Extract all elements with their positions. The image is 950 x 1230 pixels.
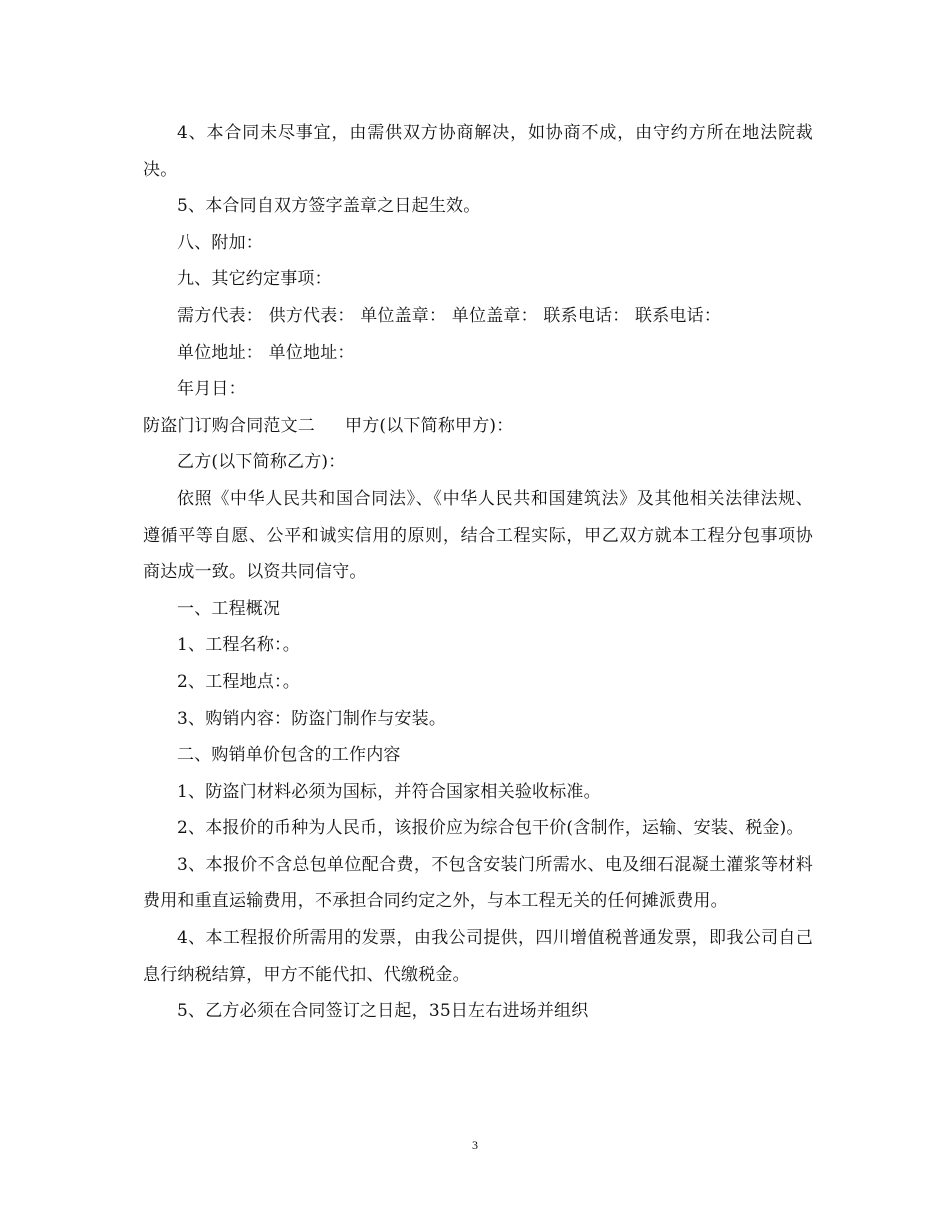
scope-item-2: 2、本报价的币种为人民币，该报价应为综合包干价(含制作，运输、安装、税金)。 xyxy=(177,818,804,839)
section-2-heading: 二、购销单价包含的工作内容 xyxy=(177,745,401,766)
party-a-label: 甲方(以下简称甲方)： xyxy=(345,415,514,436)
clause-5-effective: 5、本合同自双方签字盖章之日起生效。 xyxy=(177,196,481,217)
contract-two-heading-line xyxy=(143,408,813,445)
section-9-heading: 九、其它约定事项： xyxy=(177,269,332,290)
scope-item-5: 5、乙方必须在合同签订之日起，35日左右进场并组织 xyxy=(177,1001,589,1022)
document-body xyxy=(143,115,813,1030)
contract-two-title: 防盗门订购合同范文二 xyxy=(143,415,315,436)
address-fields-line: 单位地址： 单位地址： xyxy=(177,342,355,363)
scope-item-4: 4、本工程报价所需用的发票，由我公司提供，四川增值税普通发票，即我公司自己息行纳税结算，甲方不能代扣、代缴税金。 xyxy=(143,928,813,985)
preamble-paragraph: 依照《中华人民共和国合同法》、《中华人民共和国建筑法》及其他相关法律法规、遵循平等自愿、公平和诚实信用的原则，结合工程实际，甲乙双方就本工程分包事项协商达成一致。以资共同信守。 xyxy=(143,488,813,583)
purchase-content-line: 3、购销内容：防盗门制作与安装。 xyxy=(177,708,447,729)
scope-item-3: 3、本报价不含总包单位配合费，不包含安装门所需水、电及细石混凝土灌浆等材料费用和重直运输费用，不承担合同约定之外，与本工程无关的任何摊派费用。 xyxy=(143,854,813,912)
page-number: 3 xyxy=(472,1138,478,1152)
signature-fields-line: 需方代表： 供方代表： 单位盖章： 单位盖章： 联系电话： 联系电话： xyxy=(177,305,722,326)
scope-item-1: 1、防盗门材料必须为国标，并符合国家相关验收标准。 xyxy=(177,781,601,802)
clause-4-dispute: 4、本合同未尽事宜，由需供双方协商解决，如协商不成，由守约方所在地法院裁决。 xyxy=(143,123,813,180)
section-8-heading: 八、附加： xyxy=(177,232,263,253)
date-field-line: 年月日： xyxy=(177,379,246,400)
party-b-label: 乙方(以下简称乙方)： xyxy=(177,452,346,473)
project-location-line: 2、工程地点：。 xyxy=(177,671,300,692)
project-name-line: 1、工程名称：。 xyxy=(177,635,300,656)
section-1-heading: 一、工程概况 xyxy=(177,598,281,619)
